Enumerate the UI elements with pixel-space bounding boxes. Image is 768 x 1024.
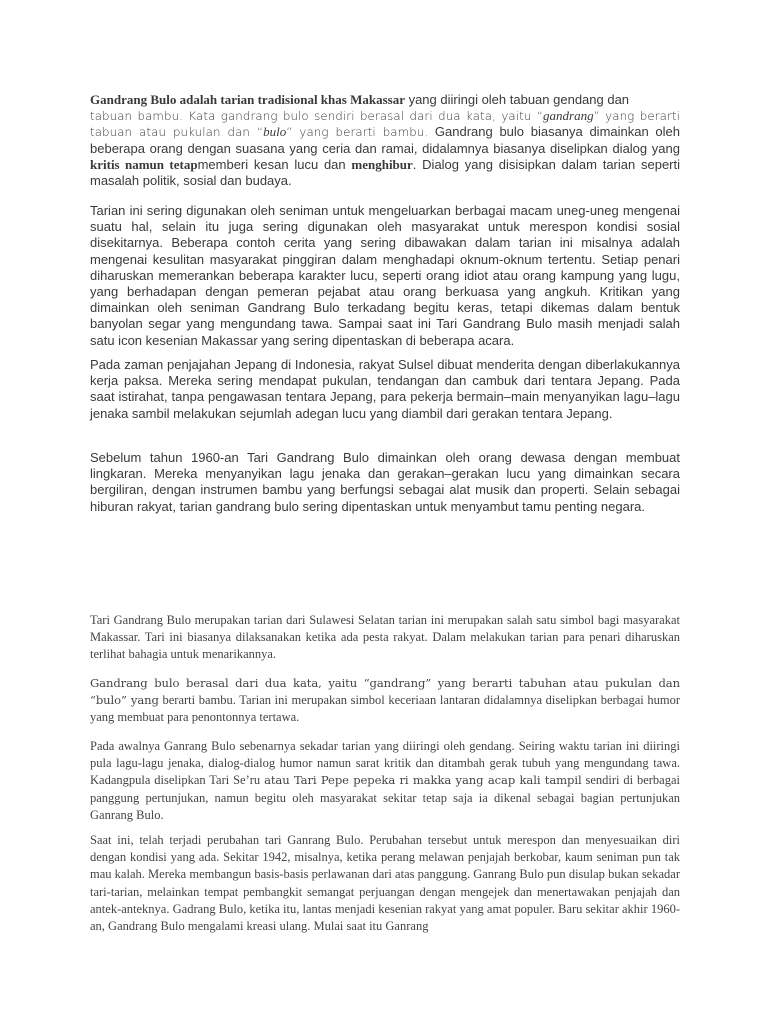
intro-thin-text-2: ” yang berarti tabuan atau pukulan dan “	[90, 109, 681, 140]
paragraph-penjajahan: Pada zaman penjajahan Jepang di Indonesia, rakyat Sulsel dibuat menderita dengan diberlakukannya kerja paksa. Mereka sering mendapat pukulan, tendangan dan cambuk dari tentara Jepang. Pada saat istirahat, tanpa pengawasan tentara Jepang, para pekerja bermain–main menyanyikan lagu–lagu jenaka sambil melakukan sejumlah adegan lucu yang diambil dari gerakan tentara Jepang.	[90, 357, 680, 421]
awalnya-text-2: sendiri di berbagai panggung pertunjukan, namun begitu oleh masyarakat sekitar tetap saja ia dikenal sebagai bagian pertunjukan Ganrang Bulo.	[90, 773, 680, 822]
intro-bold-kritis: kritis namun tetap	[90, 156, 198, 172]
awalnya-text: Pada awalnya Ganrang Bulo sebenarnya sekadar tarian yang diiringi oleh gendang. Seiring waktu tarian ini diiringi pula lagu-lagu jenaka, dialog-dialog humor namun sarat kritik dan ditambah gerak tubuh yang mengundang tawa. Kadangpula diselipkan Tari Se’ru	[90, 739, 680, 788]
paragraph-intro	[90, 92, 680, 189]
intro-text-2: Gandrang bulo biasanya dimainkan oleh beberapa orang dengan suasana yang ceria dan ramai, didalamnya biasanya diselipkan dialog yang	[90, 124, 680, 156]
paragraph-kritik: Tarian ini sering digunakan oleh seniman untuk mengeluarkan berbagai macam uneg-uneg mengenai suatu hal, selain itu juga sering digunakan oleh masyarakat untuk merespon kondisi sosial disekitarnya. Beberapa contoh cerita yang sering dibawakan dalam tarian ini misalnya adalah mengenai kesulitan masyarakat pinggiran dalam menghadapi oknum-oknum tertentu. Setiap penari diharuskan memerankan beberapa karakter lucu, seperti orang idiot atau orang kampung yang lugu, yang berhadapan dengan pemeran pejabat atau orang berkuasa yang angkuh. Kritikan yang dimainkan oleh seniman Gandrang Bulo terkadang begitu keras, tetapi dikemas dalam bentuk banyolan segar yang mengundang tawa. Sampai saat ini Tari Gandrang Bulo masih menjadi salah satu icon kesenian Makassar yang sering dipentaskan di beberapa acara.	[90, 203, 680, 348]
intro-text-4: . Dialog yang disisipkan dalam tarian seperti masalah politik, sosial dan budaya.	[90, 156, 680, 189]
paragraph-tari-sulsel: Tari Gandrang Bulo merupakan tarian dari Sulawesi Selatan tarian ini merupakan salah satu simbol bagi masyarakat Makassar. Tari ini biasanya dilaksanakan ketika ada pesta rakyat. Dalam melakukan tarian para penari diharuskan terlihat bahagia untuk menarikannya.	[90, 613, 680, 662]
intro-bold-menghibur: menghibur	[351, 156, 413, 172]
intro-thin-text-3: ” yang berarti bambu.	[286, 125, 429, 140]
paragraph-asal-kata	[90, 675, 680, 727]
asal-kata-alt-font: Gandrang bulo berasal dari dua kata, yaitu “gandrang” yang berarti tabuhan atau pukulan dan “bulo” yang	[90, 676, 680, 708]
paragraph-saat-ini: Saat ini, telah terjadi perubahan tari Ganrang Bulo. Perubahan tersebut untuk merespon dan menyesuaikan diri dengan kondisi yang ada. Sekitar 1942, misalnya, ketika perang melawan penjajah berkobar, kaum seniman pun tak mau kalah. Mereka membangun basis-basis perlawanan dari atas panggung. Ganrang Bulo pun disulap bukan sekadar tari-tarian, melainkan tempat pembangkit semangat perjuangan dengan mengejek dan menertawakan penjajah dan antek-anteknya. Gadrang Bulo, ketika itu, lantas menjadi kesenian rakyat yang amat populer. Baru sekitar akhir 1960-an, Gandrang Bulo mengalami kreasi ulang. Mulai saat itu Ganrang	[90, 833, 680, 934]
awalnya-alt-font: atau Tari Pepe pepeka ri makka yang acap kali tampil	[264, 773, 582, 788]
intro-italic-gandrang: gandrang	[543, 108, 594, 124]
asal-kata-text: berarti bambu. Tarian ini merupakan simbol keceriaan lantaran didalamnya diselipkan berbagai humor yang membuat para penontonnya tertawa.	[90, 693, 680, 725]
paragraph-awalnya	[90, 738, 680, 824]
intro-thin-text: tabuan bambu. Kata gandrang bulo sendiri berasal dari dua kata, yaitu “	[90, 109, 544, 124]
intro-bold-title: Gandrang Bulo adalah tarian tradisional khas Makassar	[90, 92, 405, 107]
intro-italic-bulo: bulo	[263, 124, 287, 140]
paragraph-sebelum-1960: Sebelum tahun 1960-an Tari Gandrang Bulo dimainkan oleh orang dewasa dengan membuat lingkaran. Mereka menyanyikan lagu jenaka dan gerakan–gerakan lucu yang dimainkan secara bergiliran, dengan instrumen bambu yang berfungsi sebagai alat musik dan properti. Selain sebagai hiburan rakyat, tarian gandrang bulo sering dipentaskan untuk menyambut tamu penting negara.	[90, 450, 680, 514]
intro-text: yang diiringi oleh tabuan gendang dan	[404, 92, 630, 107]
intro-text-3: memberi kesan lucu dan	[197, 156, 352, 172]
